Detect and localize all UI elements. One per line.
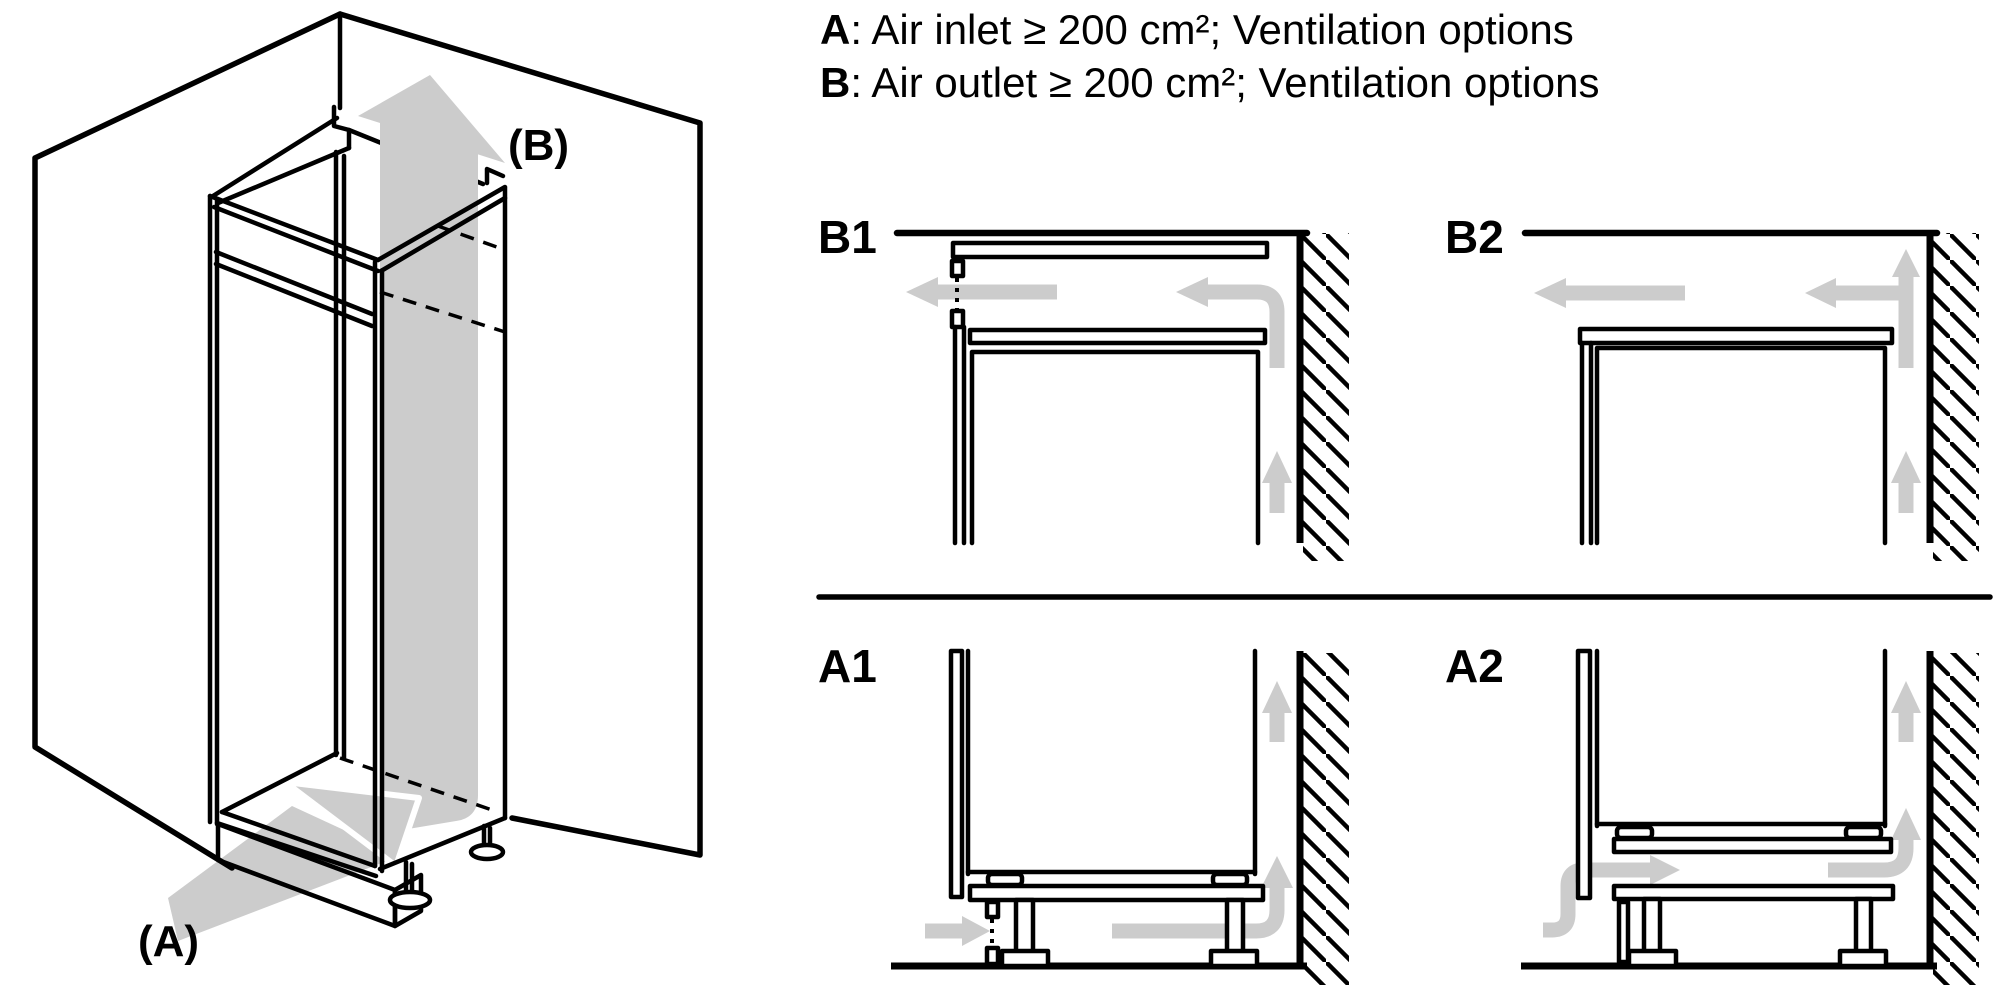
- diagram-b1: [897, 233, 1349, 561]
- appliance-foot: [1846, 827, 1881, 838]
- appliance-top-panel: [1580, 329, 1892, 343]
- plinth-board: [970, 886, 1263, 900]
- diagram-a2: [1521, 651, 1979, 985]
- s-curve-arrow-icon: [1650, 855, 1680, 885]
- wall-hatching: [1933, 653, 1979, 985]
- niche-top-notch: [334, 107, 349, 148]
- diagram-a1-label: A1: [818, 640, 877, 692]
- up-arrow-icon: [1892, 249, 1920, 277]
- support-board: [1614, 839, 1891, 852]
- furniture-door: [951, 651, 962, 897]
- corner-walls: [35, 14, 700, 868]
- legend-line-inlet: [820, 3, 1599, 56]
- iso-niche-view: [35, 14, 700, 941]
- appliance-body: [1597, 348, 1885, 543]
- iso-outlet-label: (B): [508, 121, 570, 170]
- plinth-leg: [1016, 900, 1033, 953]
- niche-top-right-notch: [487, 169, 503, 183]
- up-arrow-icon: [1262, 681, 1292, 713]
- diagram-a1: [891, 651, 1349, 985]
- legend-text-a: : Air inlet ≥ 200 cm²; Ventilation options: [850, 6, 1574, 53]
- legend-text-b: : Air outlet ≥ 200 cm²; Ventilation options: [850, 59, 1600, 106]
- plinth-front-strip: [1619, 902, 1628, 962]
- plinth-leg: [1227, 900, 1243, 953]
- legend: [820, 3, 1599, 109]
- vent-grille: [987, 902, 998, 917]
- left-arrow-icon: [906, 277, 938, 307]
- bent-up-arrow-icon: [1891, 808, 1921, 840]
- appliance-foot: [1617, 827, 1652, 838]
- bent-up-arrow-icon: [1261, 856, 1293, 888]
- diagram-b2: [1525, 233, 1979, 561]
- wall-hatching: [1303, 233, 1349, 561]
- appliance-top-panel: [970, 330, 1265, 343]
- legend-line-outlet: [820, 56, 1599, 109]
- vent-grille: [952, 261, 963, 276]
- plinth-leg: [1856, 899, 1871, 952]
- iso-inlet-label: (A): [138, 917, 200, 966]
- furniture-door: [1578, 651, 1590, 898]
- appliance-body: [972, 352, 1258, 543]
- right-arrow-icon: [962, 916, 990, 946]
- diagram-b1-label: B1: [818, 211, 877, 263]
- wall-hatching: [1933, 233, 1979, 561]
- legend-key-a: A: [820, 6, 851, 53]
- plinth-leg: [1644, 899, 1660, 952]
- appliance-foot: [988, 874, 1022, 885]
- up-arrow-icon: [1262, 451, 1292, 483]
- legend-key-b: B: [820, 59, 851, 106]
- left-arrow-icon: [1534, 278, 1566, 308]
- appliance-foot: [1213, 874, 1247, 885]
- diagram-b2-label: B2: [1445, 211, 1504, 263]
- wall-hatching: [1303, 653, 1349, 985]
- bent-arrow-icon: [1176, 277, 1208, 307]
- diagram-a2-label: A2: [1445, 640, 1504, 692]
- up-arrow-icon: [1891, 681, 1921, 713]
- ceiling-vent-panel: [953, 243, 1267, 257]
- up-arrow-icon: [1891, 451, 1921, 483]
- branch-arrow-icon: [1805, 278, 1836, 308]
